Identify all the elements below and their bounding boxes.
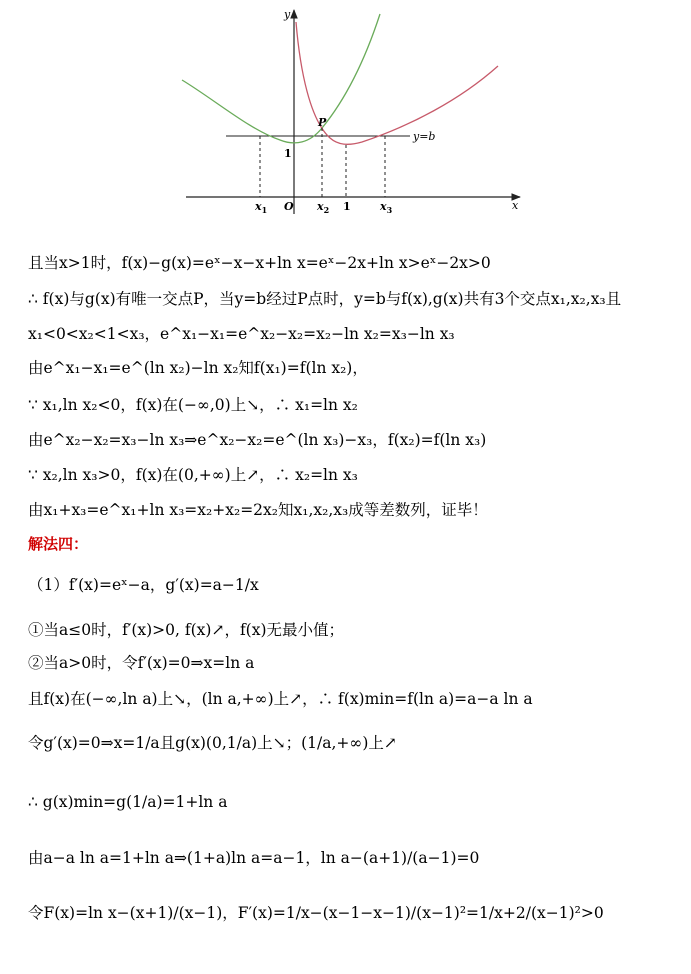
line-6: 由e^x₂−x₂=x₃−ln x₃⇒e^x₂−x₂=e^(ln x₃)−x₃，f(x₂)=f(ln x₃) <box>28 431 487 449</box>
line-10: （1）f′(x)=eˣ−a，g′(x)=a−1/x <box>28 576 259 594</box>
green-curve <box>182 14 380 143</box>
line-14: 令g′(x)=0⇒x=1/a且g(x)(0,1/a)上↘；(1/a,+∞)上↗ <box>28 734 397 752</box>
tick-origin: O <box>284 200 294 213</box>
point-label: P <box>318 116 327 129</box>
line-11: ①当a≤0时，f′(x)>0, f(x)↗，f(x)无最小值； <box>28 621 345 639</box>
line-5: ∵ x₁,ln x₂<0，f(x)在(−∞,0)上↘，∴ x₁=ln x₂ <box>28 396 358 414</box>
line-16: 由a−a ln a=1+ln a⇒(1+a)ln a=a−1，ln a−(a+1)/(a−1)=0 <box>28 849 480 867</box>
line-label: y=b <box>413 130 436 143</box>
line-2: ∴ f(x)与g(x)有唯一交点P，当y=b经过P点时，y=b与f(x),g(x)共有3个交点x₁,x₂,x₃且 <box>28 290 622 308</box>
one-y-label: 1 <box>284 147 292 160</box>
line-3: x₁<0<x₂<1<x₃，e^x₁−x₁=e^x₂−x₂=x₂−ln x₂=x₃−ln x₃ <box>28 325 455 343</box>
tick-x3: $x_3$ <box>380 200 393 215</box>
line-8: 由x₁+x₃=e^x₁+ln x₃=x₂+x₂=2x₂知x₁,x₂,x₃成等差数列，证毕！ <box>28 501 488 519</box>
x-axis-label: x <box>512 199 519 212</box>
tick-one: 1 <box>343 200 351 213</box>
method-four-heading: 解法四： <box>28 535 89 553</box>
red-curve <box>296 22 498 144</box>
x-tick-labels <box>254 200 393 215</box>
line-15: ∴ g(x)min=g(1/a)=1+ln a <box>28 793 228 811</box>
line-1: 且当x>1时，f(x)−g(x)=eˣ−x−x+ln x=eˣ−2x+ln x>eˣ−2x>0 <box>28 254 491 272</box>
y-axis-label: y <box>284 8 291 21</box>
line-4: 由e^x₁−x₁=e^(ln x₂)−ln x₂知f(x₁)=f(ln x₂)， <box>28 359 368 377</box>
line-12: ②当a>0时，令f′(x)=0⇒x=ln a <box>28 654 255 672</box>
tick-x2: $x_2$ <box>317 200 330 215</box>
line-13: 且f(x)在(−∞,ln a)上↘，(ln a,+∞)上↗，∴ f(x)min=f(ln a)=a−a ln a <box>28 690 533 708</box>
tick-x1: $x_1$ <box>255 200 268 215</box>
line-17: 令F(x)=ln x−(x+1)/(x−1)，F′(x)=1/x−(x−1−x−1)/(x−1)²=1/x+2/(x−1)²>0 <box>28 904 604 922</box>
function-graph <box>0 0 691 230</box>
line-7: ∵ x₂,ln x₃>0，f(x)在(0,+∞)上↗，∴ x₂=ln x₃ <box>28 466 358 484</box>
